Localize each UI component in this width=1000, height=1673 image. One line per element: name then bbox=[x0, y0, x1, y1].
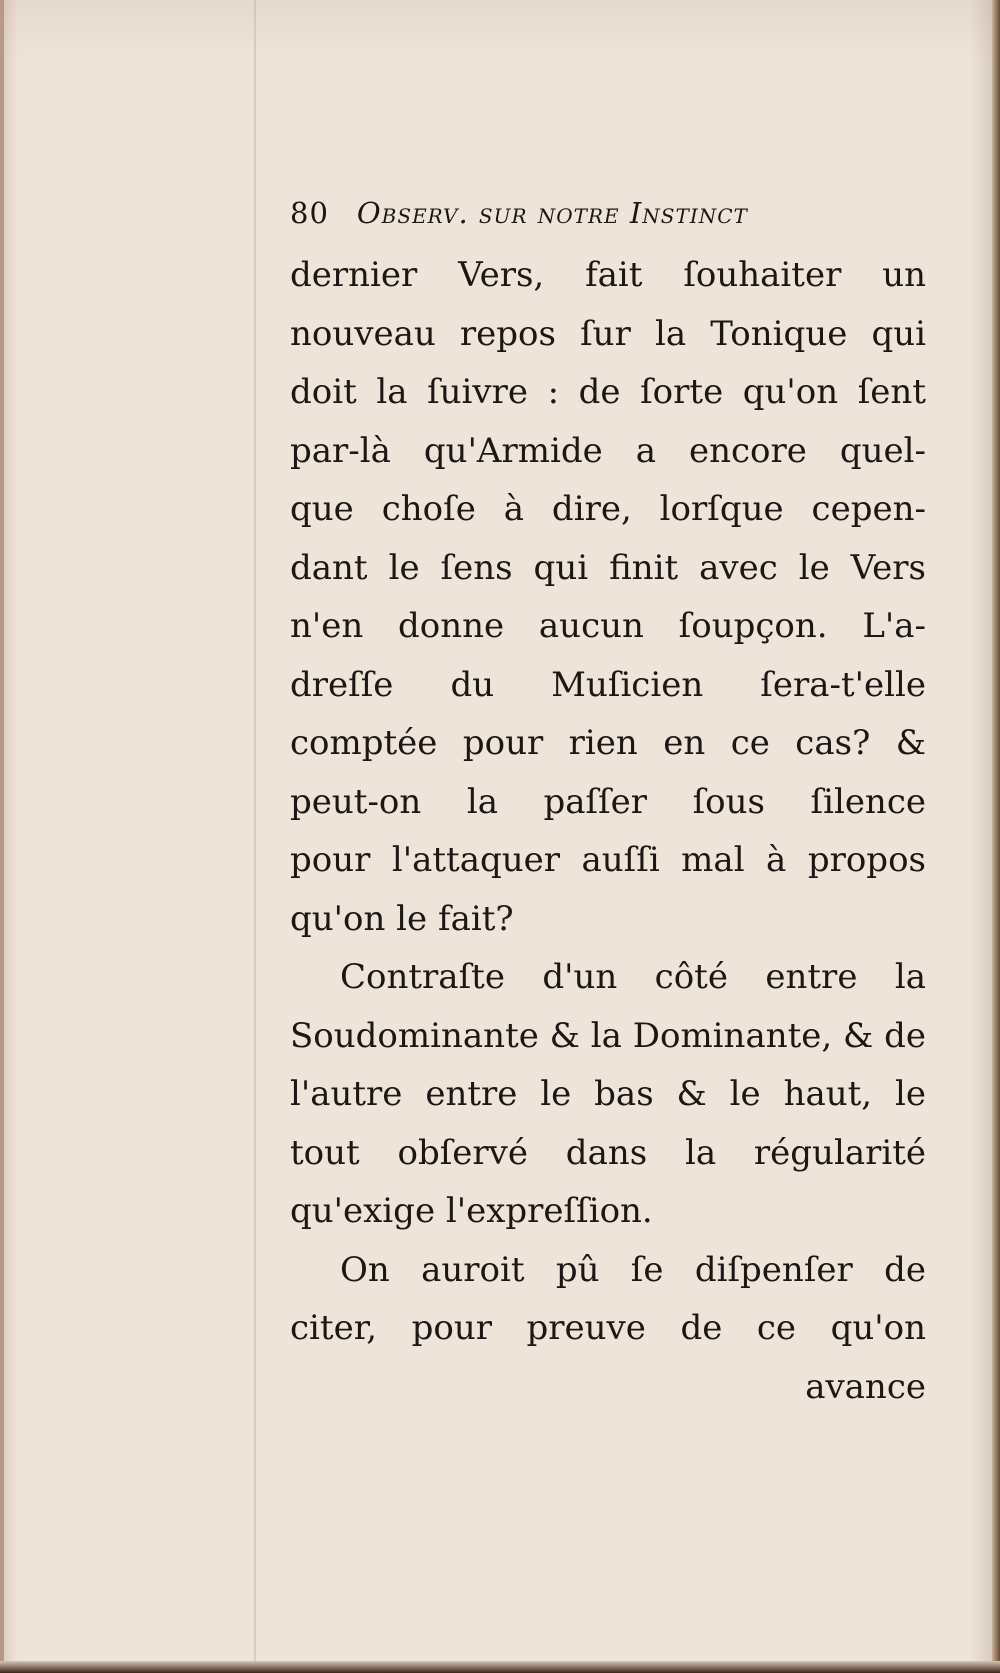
text-line: peut-on la paſſer ſous ſilence bbox=[290, 781, 926, 822]
text-line: qu'exige l'expreſſion. bbox=[290, 1191, 653, 1231]
text-line: par-là qu'Armide a encore quel- bbox=[290, 430, 926, 471]
body-text bbox=[290, 246, 926, 1416]
text-line: dernier Vers, fait ſouhaiter un bbox=[290, 255, 926, 295]
text-line: l'autre entre le bas & le haut, le bbox=[290, 1074, 926, 1114]
text-line: dant le ſens qui finit avec le Vers bbox=[290, 547, 926, 588]
page-number: 80 bbox=[290, 196, 329, 230]
text-line: Contraſte d'un côté entre la bbox=[340, 957, 926, 997]
text-line: nouveau repos ſur la Tonique qui bbox=[290, 313, 926, 354]
text-line: que choſe à dire, lorſque cepen- bbox=[290, 489, 926, 529]
text-line: On auroit pû ſe diſpenſer de bbox=[340, 1249, 926, 1290]
page-right-edge bbox=[992, 0, 1000, 1673]
text-line: pour l'attaquer auſſi mal à propos bbox=[290, 840, 926, 880]
page-bottom-edge bbox=[0, 1661, 1000, 1673]
text-line: citer, pour preuve de ce qu'on bbox=[290, 1308, 926, 1348]
text-line: Soudominante & la Dominante, & de bbox=[290, 1015, 926, 1056]
text-line: dreſſe du Muſicien ſera-t'elle bbox=[290, 664, 926, 705]
catchword: avance bbox=[805, 1366, 926, 1407]
page-fold-shadow bbox=[254, 0, 256, 1673]
running-title: Observ. sur notre Instinct bbox=[356, 196, 748, 230]
page-header bbox=[290, 196, 930, 230]
page-left-edge bbox=[0, 0, 4, 1673]
text-line: n'en donne aucun ſoupçon. L'a- bbox=[290, 606, 926, 646]
text-line: tout obſervé dans la régularité bbox=[290, 1132, 926, 1173]
text-line: qu'on le fait? bbox=[290, 898, 514, 939]
text-line: comptée pour rien en ce cas? & bbox=[290, 723, 926, 763]
text-line: doit la ſuivre : de ſorte qu'on ſent bbox=[290, 372, 926, 412]
